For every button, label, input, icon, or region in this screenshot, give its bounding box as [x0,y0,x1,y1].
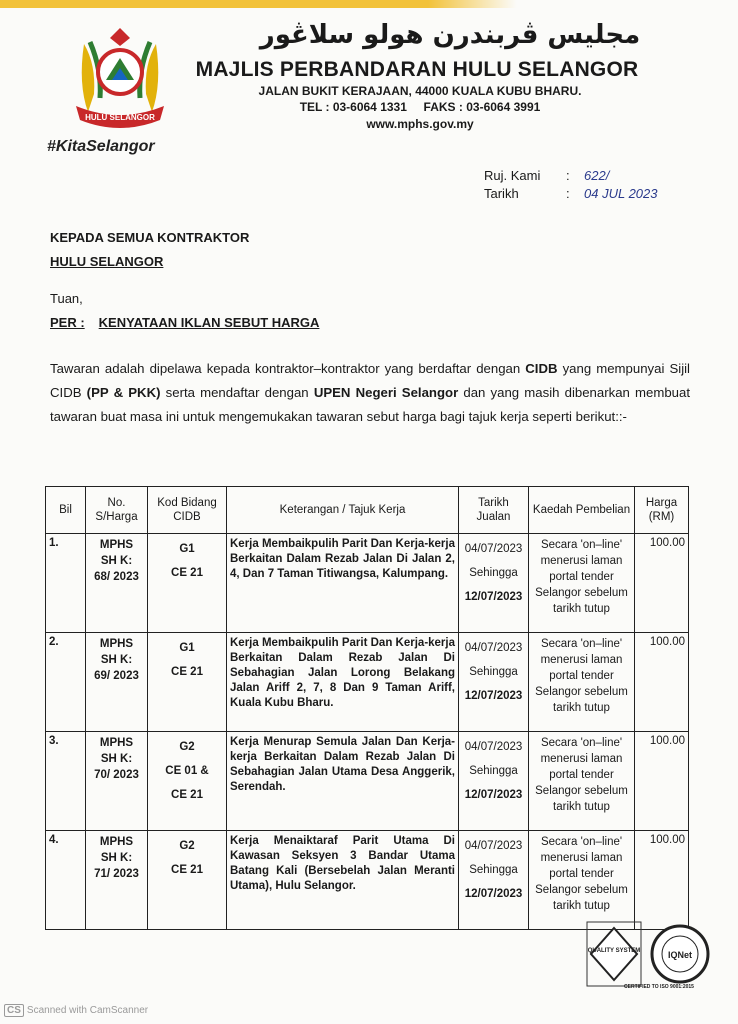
row-price: 100.00 [635,534,689,633]
council-phone-fax: TEL : 03-6064 1331 FAKS : 03-6064 3991 [299,100,541,114]
date-value: 04 JUL 2023 [584,186,658,201]
row-price: 100.00 [635,633,689,732]
body-bold-pp-pkk: (PP & PKK) [86,385,161,400]
top-edge-strip [0,0,738,8]
body-bold-upen: UPEN Negeri Selangor [313,385,459,400]
row-price: 100.00 [635,831,689,930]
subject-prefix: PER : [50,315,85,330]
row-method: Secara 'on–line' menerusi laman portal tender Selangor sebelum tarikh tutup [529,831,635,930]
iqnet-label: IQNet [667,950,693,960]
row-dates [459,831,529,930]
header-kaedah-pembelian: Kaedah Pembelian [529,487,635,534]
row-bil: 1. [46,534,86,633]
row-ref-b: SH K: [100,753,133,765]
date-label: Tarikh [484,186,519,201]
row-code [148,831,227,930]
row-date-mid: Sehingga [469,567,518,579]
row-dates [459,732,529,831]
ref-colon: : [566,168,570,183]
header-bil: Bil [46,487,86,534]
subject-line [50,315,319,330]
row-ref-c: 69/ 2023 [94,670,139,682]
header-kod-bidang: Kod Bidang CIDB [148,487,227,534]
row-code-2: CE 21 [171,789,203,801]
table-row [46,732,689,831]
subject-text: KENYATAAN IKLAN SEBUT HARGA [98,315,320,330]
row-ref-c: 71/ 2023 [94,868,139,880]
camscanner-icon: CS [4,1004,24,1017]
row-date-mid: Sehingga [469,864,518,876]
row-ref-a: MPHS [99,539,134,551]
row-dates [459,534,529,633]
row-method: Secara 'on–line' menerusi laman portal tender Selangor sebelum tarikh tutup [529,633,635,732]
body-paragraph [50,357,690,429]
row-grade: G2 [179,840,195,852]
row-code-1: CE 01 & [165,765,209,777]
row-title: Kerja Membaikpulih Parit Dan Kerja-kerja Berkaitan Dalam Rezab Jalan Di Sebahagian Jalan Lorong Belakang Jalan Ariff 2, 7, 8 Dan 9 Taman Ariff, Kuala Kubu Bharu. [227,633,459,732]
body-text-1: Tawaran adalah dipelawa kepada kontraktor–kontraktor yang berdaftar dengan [50,361,526,376]
row-ref-c: 70/ 2023 [94,769,139,781]
date-colon: : [566,186,570,201]
row-date-to: 12/07/2023 [464,789,523,801]
row-grade: G1 [179,543,195,555]
row-date-mid: Sehingga [469,666,518,678]
row-ref-c: 68/ 2023 [94,571,139,583]
certification-marks [585,918,715,992]
row-dates [459,633,529,732]
row-ref-b: SH K: [100,555,133,567]
arabic-council-name: مجليس ڤربندرن هولو سلاڠور [259,20,641,50]
row-ref [86,831,148,930]
body-text-4: dan yang masih dibenarkan membuat tawaran buat masa ini untuk mengemukakan tawaran sebut harga bagi tajuk kerja seperti berikut::- [50,385,691,424]
row-ref [86,732,148,831]
row-bil: 3. [46,732,86,831]
logo-banner-text: HULU SELANGOR [85,113,155,122]
row-price: 100.00 [635,732,689,831]
table-row [46,831,689,930]
row-bil: 2. [46,633,86,732]
row-ref [86,534,148,633]
row-grade: G2 [179,741,195,753]
row-code-1: CE 21 [171,666,203,678]
quality-system-label: QUALITY SYSTEM [587,948,641,954]
row-ref-b: SH K: [100,654,133,666]
row-code [148,633,227,732]
row-date-to: 12/07/2023 [464,591,523,603]
scanner-text: Scanned with CamScanner [26,1005,149,1016]
row-method: Secara 'on–line' menerusi laman portal tender Selangor sebelum tarikh tutup [529,534,635,633]
council-name: MAJLIS PERBANDARAN HULU SELANGOR [195,58,639,81]
salutation: Tuan, [50,291,83,306]
row-ref-a: MPHS [99,737,134,749]
row-date-to: 12/07/2023 [464,690,523,702]
row-grade: G1 [179,642,195,654]
table-row [46,534,689,633]
row-method: Secara 'on–line' menerusi laman portal tender Selangor sebelum tarikh tutup [529,732,635,831]
row-code-1: CE 21 [171,567,203,579]
row-code [148,732,227,831]
row-title: Kerja Membaikpulih Parit Dan Kerja-kerja Berkaitan Dalam Rezab Jalan Di Jalan 2, 4, Dan 7 Taman Titiwangsa, Kalumpang. [227,534,459,633]
row-ref-a: MPHS [99,836,134,848]
row-date-from: 04/07/2023 [464,543,523,555]
row-date-from: 04/07/2023 [464,840,523,852]
ref-label: Ruj. Kami [484,168,541,183]
table-row [46,633,689,732]
header-tarikh-jualan: Tarikh Jualan [459,487,529,534]
ref-value: 622/ [584,168,610,183]
recipient-line-2: HULU SELANGOR [50,254,164,269]
header-keterangan: Keterangan / Tajuk Kerja [227,487,459,534]
council-address: JALAN BUKIT KERAJAAN, 44000 KUALA KUBU BHARU. [258,84,582,98]
row-code [148,534,227,633]
header-no-sharga: No. S/Harga [86,487,148,534]
row-date-from: 04/07/2023 [464,642,523,654]
row-title: Kerja Menurap Semula Jalan Dan Kerja-kerja Berkaitan Dalam Rezab Jalan Di Sebahagian Jalan Utama Desa Anggerik, Serendah. [227,732,459,831]
body-text-2: yang mempunyai Sijil CIDB [50,361,690,400]
row-date-to: 12/07/2023 [464,888,523,900]
tender-table [45,486,689,930]
row-date-mid: Sehingga [469,765,518,777]
row-ref-a: MPHS [99,638,134,650]
row-date-from: 04/07/2023 [464,741,523,753]
council-crest-logo [66,24,174,136]
row-ref [86,633,148,732]
hashtag-kita-selangor: #KitaSelangor [47,138,155,155]
scanner-watermark [4,1004,148,1017]
row-title: Kerja Menaiktaraf Parit Utama Di Kawasan Seksyen 3 Bandar Utama Batang Kali (Bersebelah Jalan Meranti Utama), Hulu Selangor. [227,831,459,930]
council-website: www.mphs.gov.my [366,117,474,131]
body-bold-cidb: CIDB [525,361,558,376]
table-header-row [46,487,689,534]
iso-cert-text: CERTIFIED TO ISO 9001:2015 [624,984,694,990]
body-text-3: serta mendaftar dengan [160,385,314,400]
recipient-line-1: KEPADA SEMUA KONTRAKTOR [50,230,250,245]
row-code-1: CE 21 [171,864,203,876]
row-ref-b: SH K: [100,852,133,864]
header-harga: Harga (RM) [635,487,689,534]
row-bil: 4. [46,831,86,930]
